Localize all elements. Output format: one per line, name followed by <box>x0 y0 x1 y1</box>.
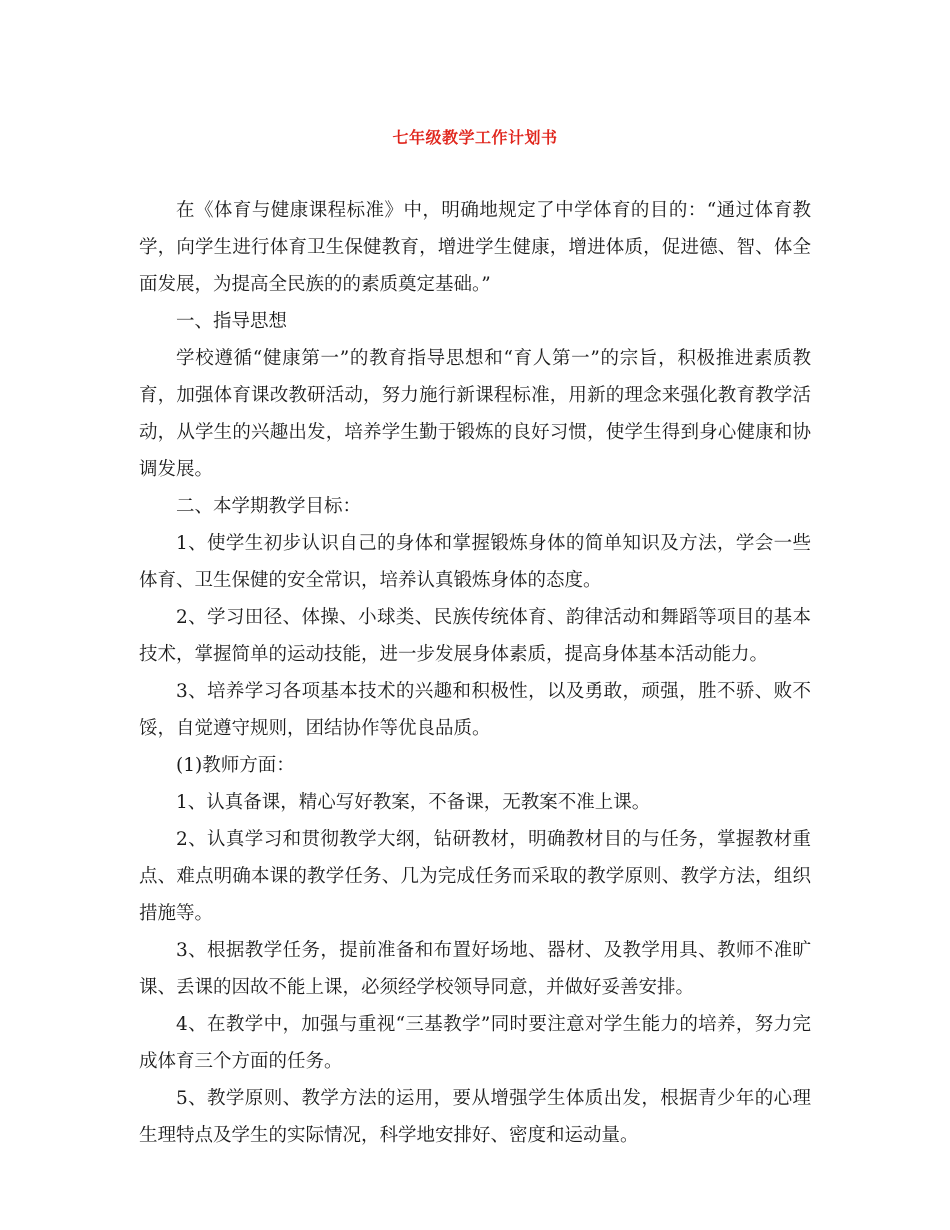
teacher-item-2: 2、认真学习和贯彻教学大纲，钻研教材，明确教材目的与任务，掌握教材重点、难点明确本课的教学任务、几为完成任务而采取的教学原则、教学方法，组织措施等。 <box>139 829 811 924</box>
goal-item-1: 1、使学生初步认识自己的身体和掌握锻炼身体的简单知识及方法，学会一些体育、卫生保健的安全常识，培养认真锻炼身体的态度。 <box>139 533 811 591</box>
goal-item-3: 3、培养学习各项基本技术的兴趣和积极性，以及勇敢，顽强，胜不骄、败不馁，自觉遵守规则，团结协作等优良品质。 <box>139 681 811 739</box>
teacher-item-1: 1、认真备课，精心写好教案，不备课，无教案不准上课。 <box>176 792 651 813</box>
subsection-heading-teacher: (1)教师方面： <box>176 755 295 776</box>
teacher-item-3: 3、根据教学任务，提前准备和布置好场地、器材、及教学用具、教师不准旷课、丢课的因故不能上课，必须经学校领导同意，并做好妥善安排。 <box>139 940 811 998</box>
document-body <box>139 192 811 1154</box>
document-title: 七年级教学工作计划书 <box>392 128 558 147</box>
teacher-item-5: 5、教学原则、教学方法的运用，要从增强学生体质出发，根据青少年的心理生理特点及学生的实际情况，科学地安排好、密度和运动量。 <box>139 1088 811 1146</box>
goal-item-2: 2、学习田径、体操、小球类、民族传统体育、韵律活动和舞蹈等项目的基本技术，掌握简单的运动技能，进一步发展身体素质，提高身体基本活动能力。 <box>139 607 811 665</box>
section-heading-guiding-thought: 一、指导思想 <box>176 311 288 332</box>
intro-paragraph: 在《体育与健康课程标准》中，明确地规定了中学体育的目的：“通过体育教学，向学生进行体育卫生保健教育，增进学生健康，增进体质，促进德、智、体全面发展，为提高全民族的的素质奠定基础。” <box>139 200 811 295</box>
section-heading-teaching-goals: 二、本学期教学目标： <box>176 496 362 517</box>
guiding-thought-paragraph: 学校遵循“健康第一”的教育指导思想和“育人第一”的宗旨，积极推进素质教育，加强体育课改教研活动，努力施行新课程标准，用新的理念来强化教育教学活动，从学生的兴趣出发，培养学生勤于锻炼的良好习惯，使学生得到身心健康和协调发展。 <box>139 348 811 480</box>
teacher-item-4: 4、在教学中，加强与重视“三基教学”同时要注意对学生能力的培养，努力完成体育三个方面的任务。 <box>139 1014 811 1072</box>
